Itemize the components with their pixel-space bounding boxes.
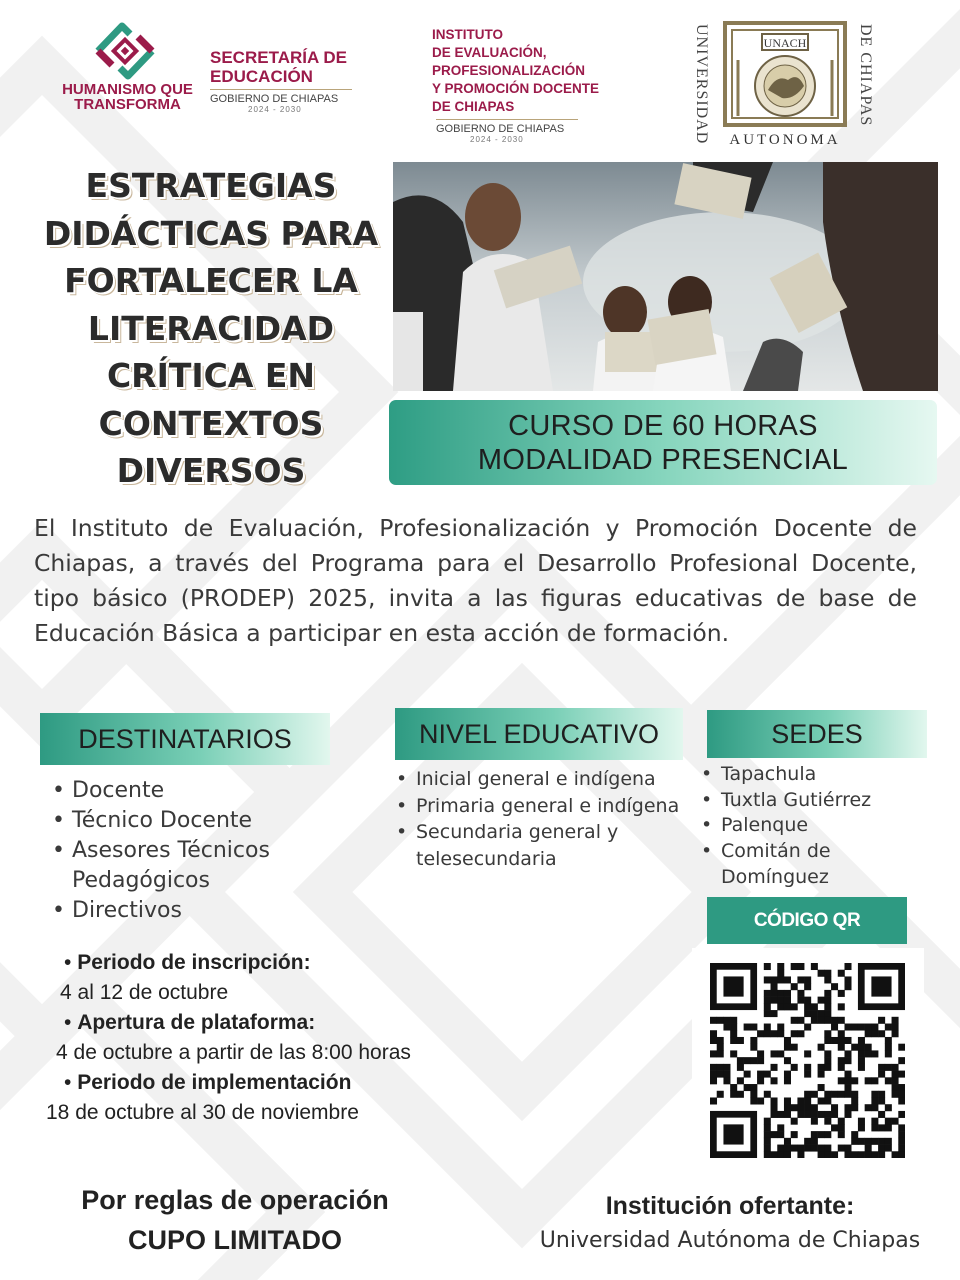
list-item: • Docente: [72, 776, 372, 806]
institucion-ofertante: [510, 1188, 950, 1258]
list-item: • Tuxtla Gutiérrez: [721, 788, 921, 814]
dates-section: [40, 948, 480, 1128]
course-mode: MODALIDAD PRESENCIAL: [477, 443, 849, 476]
list-item: • Primaria general e indígena: [416, 793, 681, 820]
qr-code-icon[interactable]: [710, 963, 905, 1158]
nivel-educativo-list: [416, 766, 681, 872]
gobierno-label: GOBIERNO DE CHIAPAS: [210, 89, 352, 105]
list-item: • Inicial general e indígena: [416, 766, 681, 793]
unach-crest-icon: [722, 20, 848, 128]
destinatarios-list: [72, 776, 372, 926]
unach-left-text: UNIVERSIDAD: [693, 24, 710, 145]
sedes-list: [721, 762, 921, 891]
rules-line-1: Por reglas de operación: [81, 1185, 389, 1215]
bullet: •: [64, 951, 78, 974]
list-item: • Palenque: [721, 813, 921, 839]
nivel-educativo-heading: NIVEL EDUCATIVO: [395, 708, 683, 760]
inscripcion-row: [40, 948, 480, 978]
hero-photo: [393, 162, 938, 391]
list-item: • Asesores Técnicos Pedagógicos: [72, 836, 372, 896]
instituto-name-line: DE CHIAPAS: [432, 99, 515, 114]
implementacion-value: 18 de octubre al 30 de noviembre: [46, 1101, 359, 1124]
humanismo-logo: [60, 20, 195, 120]
bullet: •: [64, 1071, 78, 1094]
bullet: •: [64, 1011, 78, 1034]
instituto-logo: [432, 26, 652, 144]
instituto-gobierno-label: GOBIERNO DE CHIAPAS: [436, 119, 578, 135]
ofertante-value: Universidad Autónoma de Chiapas: [539, 1228, 921, 1253]
qr-code[interactable]: [692, 948, 924, 1170]
apertura-row: [40, 1008, 480, 1038]
apertura-value: 4 de octubre a partir de las 8:00 horas: [56, 1041, 411, 1064]
instituto-name-line: PROFESIONALIZACIÓN: [432, 63, 586, 78]
instituto-name-line: INSTITUTO: [432, 27, 504, 42]
unach-badge-text: UNACH: [763, 36, 807, 50]
instituto-name-line: DE EVALUACIÓN,: [432, 45, 547, 60]
destinatarios-heading: DESTINATARIOS: [40, 713, 330, 765]
list-item: • Tapachula: [721, 762, 921, 788]
rules-note: [40, 1180, 430, 1260]
intro-paragraph: El Instituto de Evaluación, Profesionalización y Promoción Docente de Chiapas, a través del Programa para el Desarrollo Profesional Docente, tipo básico (PRODEP) 2025, invita a las figuras educativas de base de Educación Básica a participar en esta acción de formación.: [34, 514, 917, 647]
implementacion-row: [40, 1068, 480, 1098]
instituto-gobierno-years: 2024 - 2030: [470, 135, 524, 144]
inscripcion-label: Periodo de inscripción:: [77, 951, 311, 974]
humanismo-emblem-icon: [90, 20, 160, 82]
unach-logo: [692, 18, 878, 153]
course-info-box: [389, 400, 937, 485]
unach-bottom-text: AUTONOMA: [729, 132, 841, 148]
secretaria-name: SECRETARÍA DE EDUCACIÓN: [210, 48, 347, 86]
apertura-label: Apertura de plataforma:: [77, 1011, 316, 1034]
rules-line-2: CUPO LIMITADO: [128, 1225, 342, 1255]
humanismo-tagline: HUMANISMO QUE TRANSFORMA: [62, 81, 193, 113]
sedes-heading: SEDES: [707, 710, 927, 758]
secretaria-logo: [210, 48, 370, 114]
course-hours: CURSO DE 60 HORAS: [508, 409, 818, 442]
list-item: • Técnico Docente: [72, 806, 372, 836]
qr-heading: CÓDIGO QR: [707, 897, 907, 944]
course-title: ESTRATEGIAS DIDÁCTICAS PARA FORTALECER LA LITERACIDAD CRÍTICA EN CONTEXTOS DIVERSOS: [43, 166, 379, 490]
hero-photo-image: [393, 162, 938, 391]
ofertante-label: Institución ofertante:: [605, 1192, 855, 1220]
instituto-name-line: Y PROMOCIÓN DOCENTE: [432, 81, 600, 96]
list-item: • Secundaria general y telesecundaria: [416, 819, 681, 872]
inscripcion-value: 4 al 12 de octubre: [60, 981, 229, 1004]
list-item: • Directivos: [72, 896, 372, 926]
gobierno-years: 2024 - 2030: [248, 105, 302, 114]
list-item: • Comitán de Domínguez: [721, 839, 921, 890]
unach-right-text: DE CHIAPAS: [857, 24, 874, 127]
implementacion-label: Periodo de implementación: [77, 1071, 352, 1094]
